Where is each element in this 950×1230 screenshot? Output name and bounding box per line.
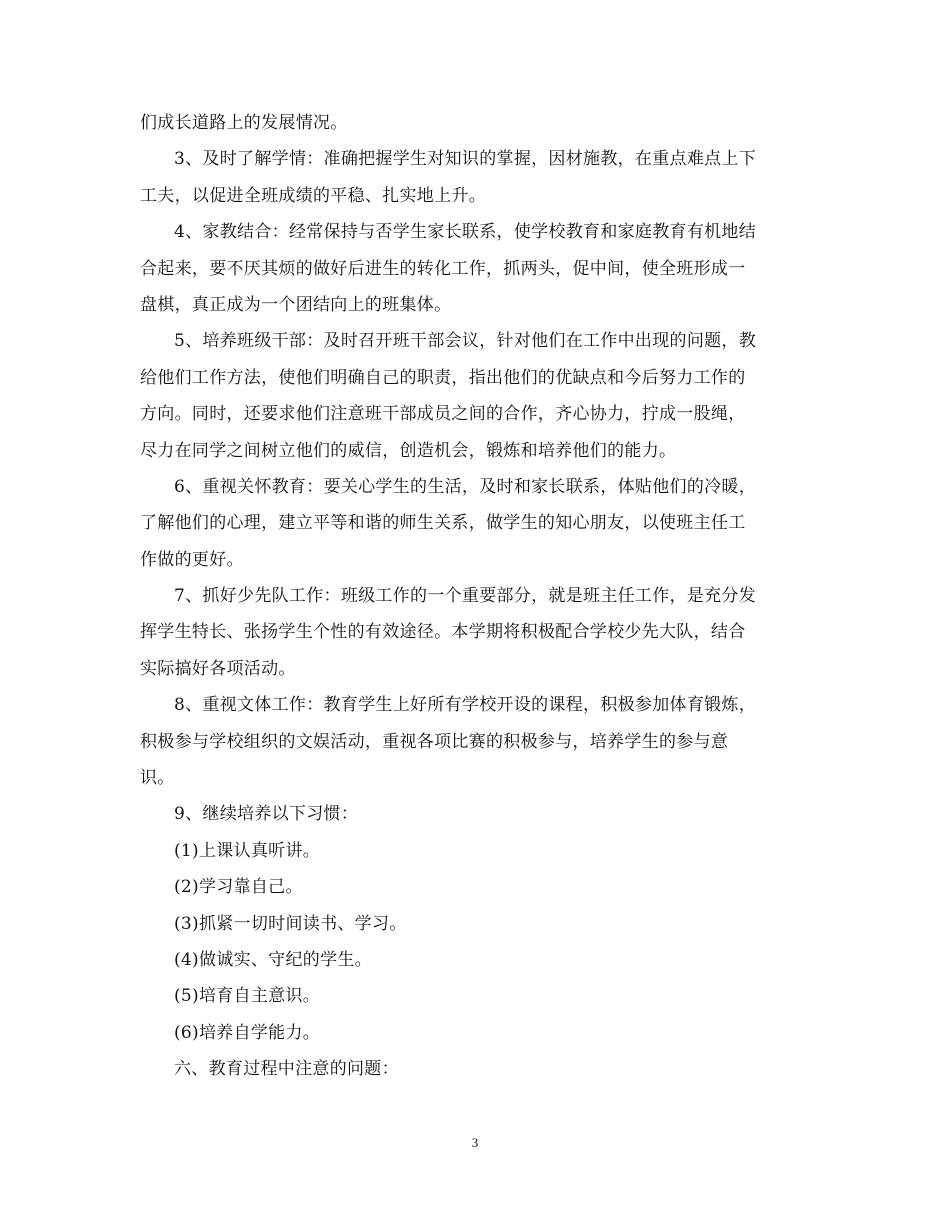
- text-line: 6、重视关怀教育：要关心学生的生活，及时和家长联系，体贴他们的冷暖，: [174, 476, 757, 497]
- text-line: 盘棋，真正成为一个团结向上的班集体。: [140, 294, 452, 315]
- page-number: 3: [471, 1135, 479, 1150]
- text-line: 挥学生特长、张扬学生个性的有效途径。本学期将积极配合学校少先大队，结合: [140, 622, 746, 643]
- text-line: (5)培育自主意识。: [174, 986, 321, 1007]
- text-line: 了解他们的心理，建立平等和谐的师生关系，做学生的知心朋友，以使班主任工: [140, 513, 746, 534]
- text-line: 3、及时了解学情：准确把握学生对知识的掌握，因材施教，在重点难点上下: [174, 149, 757, 170]
- text-line: 5、培养班级干部：及时召开班干部会议，针对他们在工作中出现的问题，教: [174, 331, 757, 352]
- section-heading: 六、教育过程中注意的问题：: [174, 1059, 399, 1080]
- text-line: 作做的更好。: [140, 549, 244, 570]
- text-line: 9、继续培养以下习惯：: [174, 804, 359, 825]
- document-body: [140, 114, 810, 1097]
- text-line: (4)做诚实、守纪的学生。: [174, 949, 372, 970]
- text-line: (6)培养自学能力。: [174, 1022, 321, 1043]
- text-line: 7、抓好少先队工作：班级工作的一个重要部分，就是班主任工作，是充分发: [174, 586, 757, 607]
- text-line: 积极参与学校组织的文娱活动，重视各项比赛的积极参与，培养学生的参与意: [140, 731, 729, 752]
- text-line: 合起来，要不厌其烦的做好后进生的转化工作，抓两头，促中间，使全班形成一: [140, 258, 746, 279]
- text-line: (1)上课认真听讲。: [174, 840, 321, 861]
- text-line: 们成长道路上的发展情况。: [140, 113, 348, 133]
- text-line: 实际搞好各项活动。: [140, 658, 296, 679]
- text-line: 尽力在同学之间树立他们的威信，创造机会，锻炼和培养他们的能力。: [140, 440, 677, 461]
- text-line: 给他们工作方法，使他们明确自己的职责，指出他们的优缺点和今后努力工作的: [140, 367, 746, 388]
- text-line: (3)抓紧一切时间读书、学习。: [174, 913, 407, 934]
- text-line: 识。: [140, 768, 175, 789]
- text-line: 4、家教结合：经常保持与否学生家长联系，使学校教育和家庭教育有机地结: [174, 222, 757, 243]
- text-line: 工夫，以促进全班成绩的平稳、扎实地上升。: [140, 185, 486, 206]
- text-line: (2)学习靠自己。: [174, 877, 303, 898]
- text-line: 8、重视文体工作：教育学生上好所有学校开设的课程，积极参加体育锻炼，: [174, 695, 757, 716]
- text-line: 方向。同时，还要求他们注意班干部成员之间的合作，齐心协力，拧成一股绳，: [140, 404, 746, 425]
